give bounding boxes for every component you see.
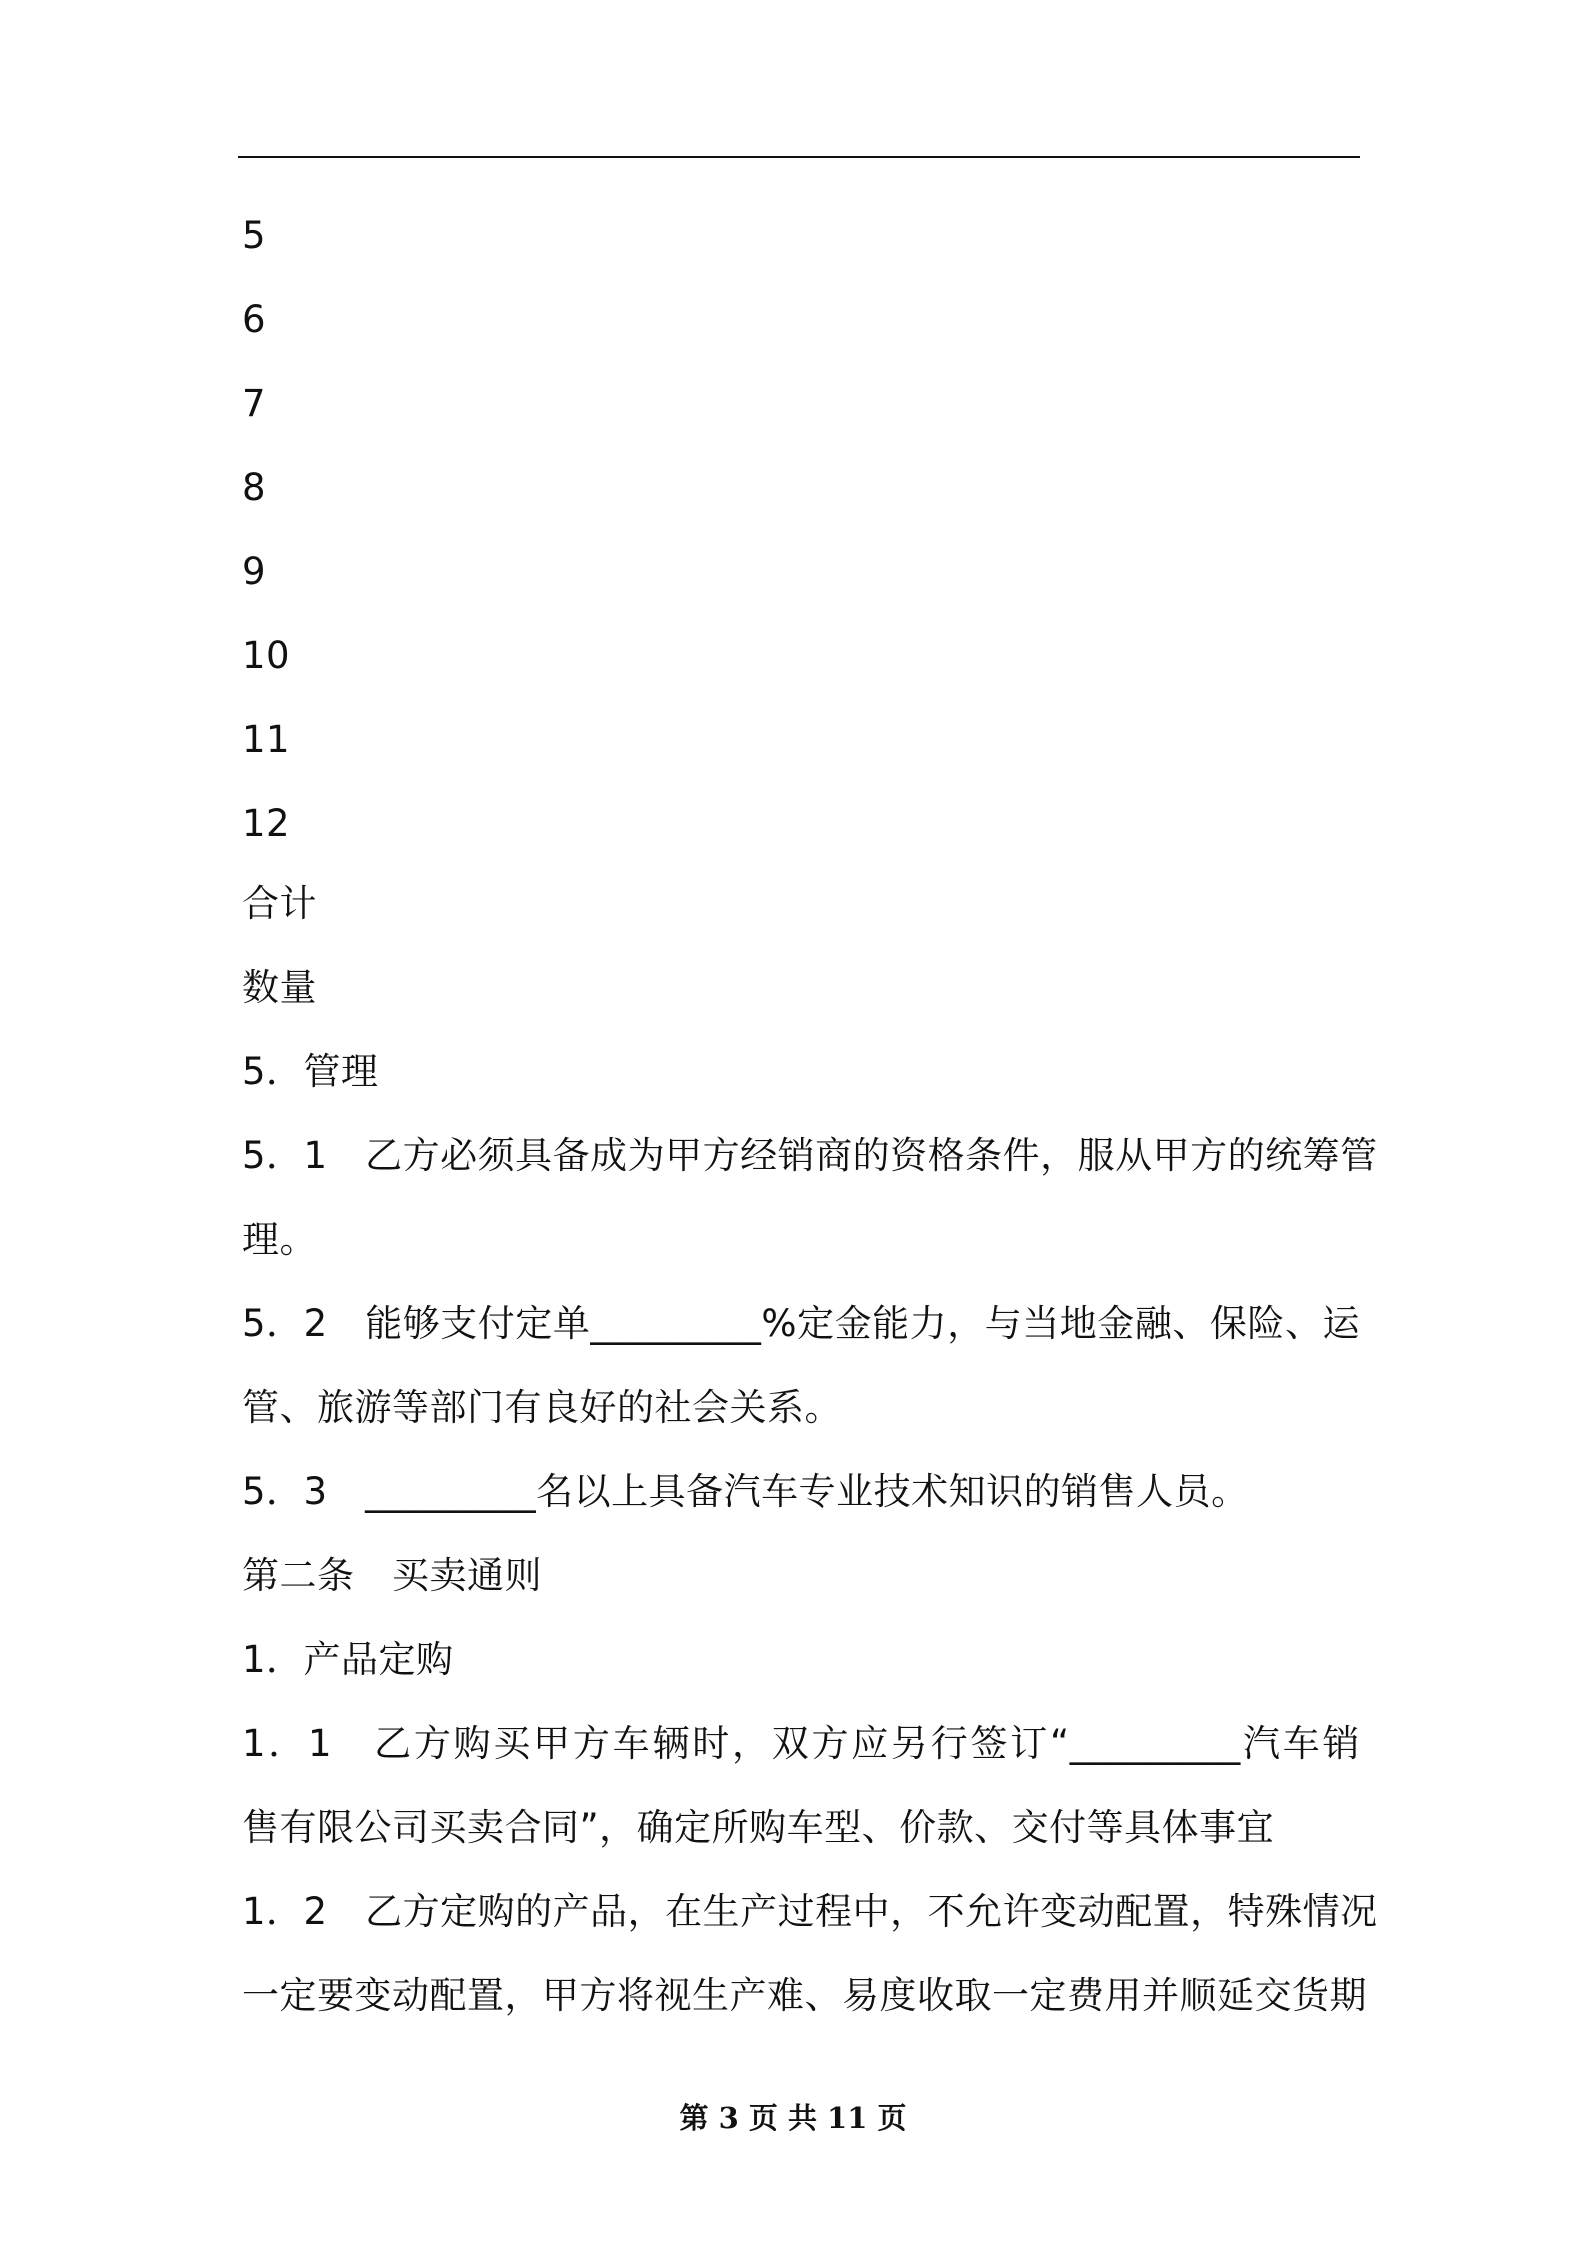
article-heading: 第二条 买卖通则	[242, 1554, 542, 1597]
page-number-footer: 第 3 页 共 11 页	[679, 2101, 907, 2135]
paragraph-line: 管、旅游等部门有良好的社会关系。	[242, 1386, 842, 1429]
table-row-number: 6	[242, 298, 267, 341]
header-rule	[238, 156, 1360, 158]
paragraph-line: 1．2 乙方定购的产品，在生产过程中，不允许变动配置，特殊情况	[242, 1890, 1378, 1933]
table-row-number: 11	[242, 718, 291, 761]
table-row-number: 12	[242, 802, 291, 845]
table-total-label: 合计	[242, 882, 317, 925]
paragraph-line: 售有限公司买卖合同”，确定所购车型、价款、交付等具体事宜	[242, 1806, 1275, 1849]
paragraph-line: 理。	[242, 1218, 317, 1261]
paragraph-line: 5．2 能够支付定单_________%定金能力，与当地金融、保险、运	[242, 1302, 1360, 1345]
table-row-number: 10	[242, 634, 291, 677]
table-row-number: 8	[242, 466, 267, 509]
paragraph-line: 5．1 乙方必须具备成为甲方经销商的资格条件，服从甲方的统筹管	[242, 1134, 1378, 1177]
section-heading: 1．产品定购	[242, 1638, 454, 1681]
table-row-number: 7	[242, 382, 267, 425]
paragraph-line: 1．1 乙方购买甲方车辆时，双方应另行签订“_________汽车销	[242, 1722, 1360, 1765]
table-quantity-label: 数量	[242, 966, 317, 1009]
section-heading: 5．管理	[242, 1050, 379, 1093]
table-row-number: 5	[242, 214, 267, 257]
paragraph-line: 一定要变动配置，甲方将视生产难、易度收取一定费用并顺延交货期	[242, 1974, 1367, 2017]
table-row-number: 9	[242, 550, 267, 593]
paragraph-line: 5．3 _________名以上具备汽车专业技术知识的销售人员。	[242, 1470, 1249, 1513]
